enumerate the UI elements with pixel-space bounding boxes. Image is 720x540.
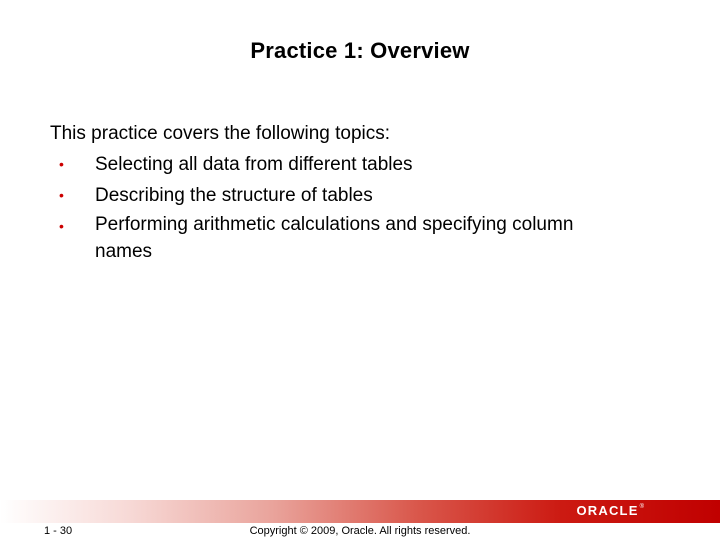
slide-title: Practice 1: Overview (250, 38, 470, 63)
logo-text: ORACLE (576, 503, 639, 518)
topic-text: Describing the structure of tables (95, 185, 373, 206)
oracle-logo (576, 504, 644, 518)
bullet-icon: • (59, 218, 64, 234)
topic-list (50, 149, 690, 265)
copyright-text: Copyright © 2009, Oracle. All rights reserved. (249, 525, 471, 537)
list-item (50, 180, 690, 211)
bullet-icon: • (59, 156, 64, 172)
slide-body (50, 118, 690, 265)
topic-text: Selecting all data from different tables (95, 154, 413, 175)
registered-mark-icon: ® (639, 504, 644, 510)
bullet-icon: • (59, 187, 64, 203)
list-item (50, 211, 690, 265)
page-number: 1 - 30 (44, 525, 73, 537)
topic-text: Performing arithmetic calculations and specifying column (95, 214, 574, 235)
topic-text-continued: names (95, 241, 153, 262)
intro-text: This practice covers the following topics: (50, 123, 391, 144)
list-item (50, 149, 690, 180)
